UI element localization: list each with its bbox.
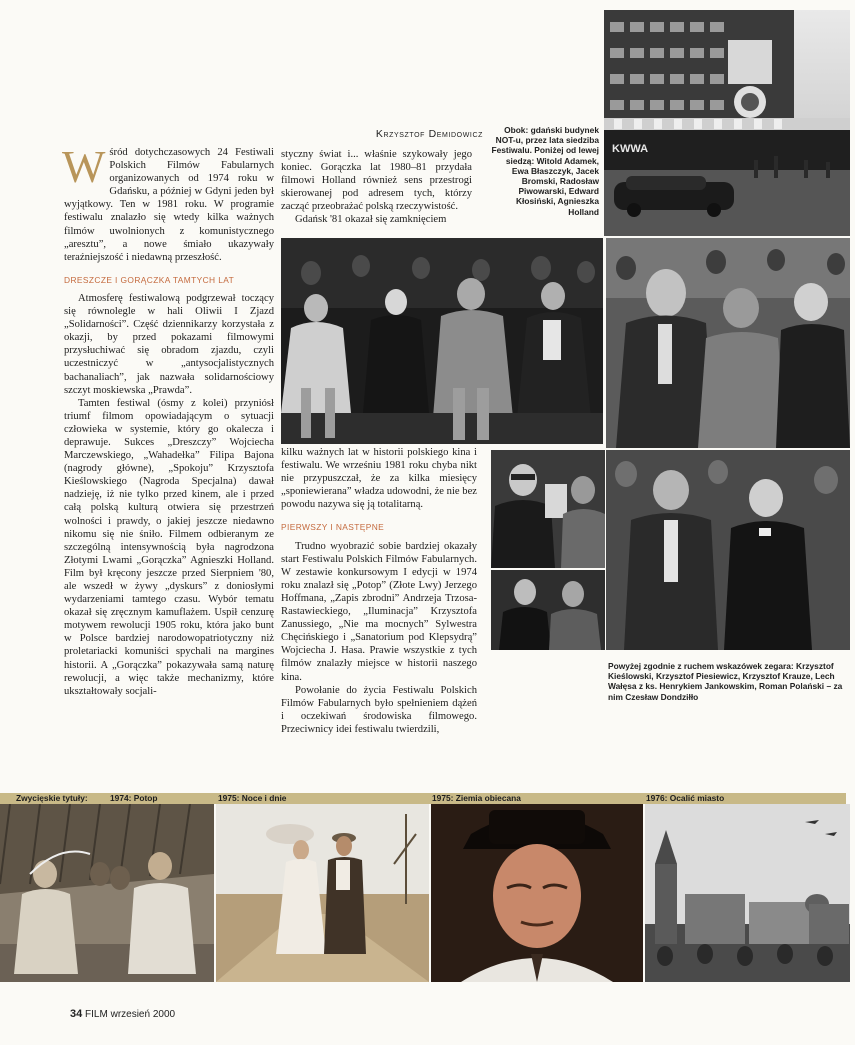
paragraph: Powołanie do życia Festiwalu Polskich Filmów Fabularnych było spełnieniem dążeń i oczekiwań środowiska filmowego. Przeciwnicy idei festiwalu twierdzili, xyxy=(281,684,477,735)
page-footer xyxy=(70,1008,175,1020)
issue-date: wrzesień 2000 xyxy=(110,1009,176,1020)
strip-year: 1975: xyxy=(432,793,454,803)
strip-title: Potop xyxy=(133,793,158,803)
paragraph: kilku ważnych lat w historii polskiego kina i festiwalu. We wrześniu 1981 roku chyba nikt nie przypuszczał, że za kilka miesięcy „sponiewierana” władza udowodni, że nie bez powodu nazywa się ją totalitarną. xyxy=(281,447,477,511)
strip-year: 1976: xyxy=(646,793,668,803)
still-potop xyxy=(0,804,214,982)
drop-cap: W xyxy=(62,141,106,192)
festival-audience-photo xyxy=(281,238,603,444)
intro-paragraph xyxy=(62,141,274,264)
author-byline: Krzysztof Demidowicz xyxy=(375,128,483,140)
page-number: 34 xyxy=(70,1008,83,1020)
still-ziemia-obiecana xyxy=(431,804,643,982)
caption-group: Powyżej zgodnie z ruchem wskazówek zegara: Krzysztof Kieślowski, Krzysztof Piesiewicz, Krzysztof Krauze, Lech Wałęsa z ks. Henrykiem Jankowskim, Roman Polański – za nim Czesław Dondziłło xyxy=(608,661,843,702)
still-ocalic-miasto xyxy=(645,804,850,982)
strip-prefix: Zwycięskie tytuły: xyxy=(16,793,88,803)
section-heading-2: PIERWSZY I NASTĘPNE xyxy=(281,522,385,533)
polanski-photo xyxy=(491,570,605,650)
column-1 xyxy=(62,141,274,698)
strip-item-4 xyxy=(646,793,724,803)
strip-item-3 xyxy=(432,793,521,803)
intro-text: śród dotychczasowych 24 Festiwali Polskich Filmów Fabularnych organizowanych od 1974 roku w Gdańsku, a później w Gdyni jeden był wyjątkowy. Ten w 1981 roku. W programie festiwalu znalazło się wtedy kilka ważnych filmów uwolnionych z komunistycznego „aresztu”, a nowe śmiało ukazywały teraźniejszość i niedawną przeszłość. xyxy=(64,147,274,263)
still-noce-i-dnie xyxy=(216,804,429,982)
crowd-photo xyxy=(606,238,850,448)
paragraph: Atmosferę festiwalową podgrzewał toczący się równolegle w hali Oliwii I Zjazd „Solidarności”. Część dziennikarzy korzystała z okazji, by przed pokazami filmowymi przysłuchiwać się obradom zjazdu, czyli uczestniczyć w „antysocjalistycznych bachanaliach”, jak nazwała solidarnościowy szczyt moskiewska „Prawda”. xyxy=(64,292,274,396)
building-photo xyxy=(604,10,850,236)
building-sign-text: KWWA xyxy=(612,143,649,155)
award-photo xyxy=(491,450,605,568)
strip-year: 1974: xyxy=(110,793,132,803)
paragraph: Trudno wyobrazić sobie bardziej okazały start Festiwalu Polskich Filmów Fabularnych. W zestawie konkursowym I edycji w 1974 roku znalazł się „Potop” (Złote Lwy) Jerzego Hoffmana, „Zapis zbrodni” Andrzeja Trzosa-Rastawieckiego, „Iluminacja” Krzysztofa Zanussiego, „Nie ma mocnych” Sylwestra Chęcińskiego i „Sanatorium pod Klepsydrą” Wojciecha J. Hasa. Prawie wszystkie z tych filmów znalazły miejsce w historii naszego kina. xyxy=(281,540,477,683)
column-2-top xyxy=(281,148,472,227)
strip-title: Noce i dnie xyxy=(241,793,287,803)
paragraph: styczny świat i... właśnie szykowały jego koniec. Gorączka lat 1980–81 przydała filmowi Holland również sens przestrogi skierowanej pod adresem tych, którzy zacząć przeobrażać polską rzeczywistość. xyxy=(281,149,472,213)
paragraph: Tamten festiwal (ósmy z kolei) przyniósł triumf filmom opowiadającym o sytuacji człowieka w systemie, który go okalecza i deprawuje. Sukces „Dreszczy” Wojciecha Marczewskiego, „Wahadełka” Filipa Bajona (nagrody główne), „Spokoju” Krzysztofa Kieślowskiego (Nagroda Specjalna) dawał nadzieję, iż nie tylko przed kinem, ale i przed całą polską kulturą otwiera się przestrzeń wolności i prawdy, o jakiej jeszcze niedawno nikomu się nie śniło. Filmem odbieranym ze szczególną intensywnością była nagrodzona Złotymi Lwami „Gorączka” Agnieszki Holland. Film był kręcony jeszcze przed Sierpniem '80, ale wszedł w żywy „dyskurs” z doniosłymi wydarzeniami tamtego czasu. Wybór tematu okazał się zręcznym kamuflażem. Uspił cenzurę motywem rewolucji 1905 roku, która jako bunt w Polsce bardziej narodowopatriotyczny niż proletariacki komuniści spychali na margines historii. A „Gorączka” pokazywała samą naturę rewolucji, a więc także mechanizmy, które ukształtowały socjali- xyxy=(64,397,274,697)
caption-building: Obok: gdański budynek NOT-u, przez lata siedziba Festiwalu. Poniżej od lewej siedzą: Witold Adamek, Ewa Błaszczyk, Jacek Bromski, Radosław Piwowarski, Edward Kłosiński, Agnieszka Holland xyxy=(491,125,599,217)
strip-item-1 xyxy=(110,793,157,803)
strip-title: Ziemia obiecana xyxy=(455,793,521,803)
paragraph: Gdańsk '81 okazał się zamknięciem xyxy=(295,214,447,226)
magazine-name: FILM xyxy=(85,1009,108,1020)
section-heading-1: DRESZCZE I GORĄCZKA TAMTYCH LAT xyxy=(64,274,235,285)
strip-item-2 xyxy=(218,793,286,803)
strip-year: 1975: xyxy=(218,793,240,803)
strip-title: Ocalić miasto xyxy=(669,793,725,803)
column-2-bottom xyxy=(281,446,477,736)
walesa-photo xyxy=(606,450,850,650)
